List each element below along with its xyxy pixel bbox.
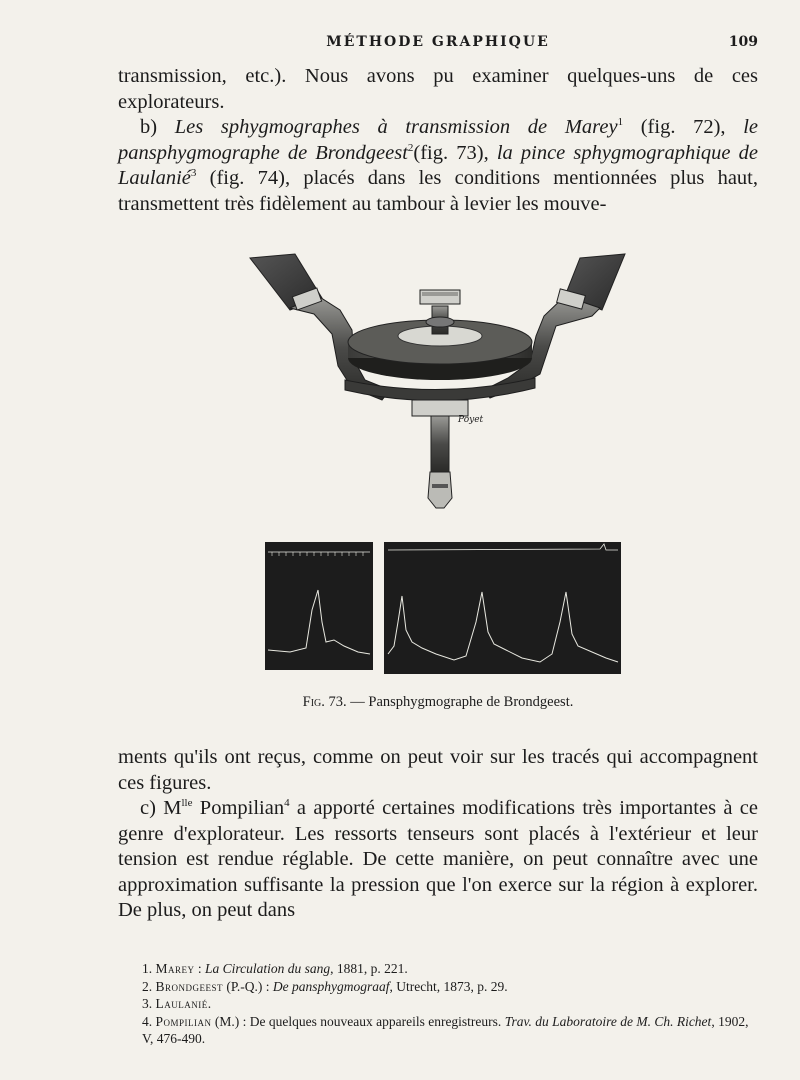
footnote-sep: (M.) : De quelques nouveaux appareils enregistreurs. (211, 1013, 505, 1029)
paragraph-continuation-2: ments qu'ils ont reçus, comme on peut voir sur les tracés qui accompagnent ces figures. (118, 746, 758, 794)
figure-caption (118, 694, 758, 711)
para-b-fig73: (fig. 73), (413, 141, 497, 164)
footnote-number: 3. (142, 996, 156, 1011)
stem-upper (412, 400, 468, 416)
paragraph-c (118, 796, 758, 924)
screw-collar (426, 317, 454, 327)
footnote-number: 2. (142, 978, 156, 994)
para-b-label: b) (140, 116, 175, 138)
para-b-rest: (fig. 74), placés dans les conditions mentionnées plus haut, transmettent très fidèlement au tambour à levier les mouve- (118, 167, 758, 215)
footnote-2 (142, 978, 762, 996)
para-c-name: Pompilian (192, 797, 285, 819)
pulse-tracing-left (265, 542, 373, 670)
para-b-italic-3: la pince sphygmographique de Laulanié (118, 141, 758, 189)
paragraph-b (118, 115, 758, 217)
footnote-sep: : (194, 961, 206, 976)
footnote-number: 1. (142, 961, 156, 976)
page-number: 109 (728, 34, 758, 50)
footnote-rest: , 1881, p. 221. (330, 961, 408, 976)
body-text-bottom (118, 745, 758, 924)
figure-label: Fig. 73. (302, 694, 347, 710)
footnote-rest: , Utrecht, 1873, p. 29. (389, 978, 508, 994)
paragraph-continuation: transmission, etc.). Nous avons pu examiner quelques-uns de ces explorateurs. (118, 65, 758, 113)
para-b-italic-1: Les sphygmographes à transmission de Marey (174, 116, 618, 138)
para-c-sup-lle: lle (181, 797, 193, 809)
figure-73-illustration (240, 250, 640, 690)
para-b-fig72: (fig. 72), (623, 116, 744, 138)
footnote-3 (142, 995, 762, 1013)
running-title: MÉTHODE GRAPHIQUE (326, 34, 550, 50)
para-b-italic-2: le pansphygmographe de Brondgeest (118, 116, 758, 164)
stem (431, 416, 449, 472)
footnote-title: La Circulation du sang (205, 961, 331, 976)
para-c-label: c) M (140, 797, 182, 819)
footnote-ref-4: 4 (284, 797, 290, 809)
footnote-ref-1: 1 (617, 116, 624, 128)
nozzle (428, 472, 452, 508)
running-header (118, 30, 758, 54)
footnote-ref-3: 3 (190, 167, 197, 179)
footnote-author: Laulanié (155, 996, 208, 1011)
footnote-4 (142, 1013, 762, 1048)
footnote-title: De pansphygmograaf (272, 978, 390, 994)
footnote-ref-2: 2 (407, 141, 414, 154)
para-c-rest: a apporté certaines modifications très importantes à ce genre d'explorateur. Les ressorts tenseurs sont placés à l'extérieur et leur tension est rendue réglable. De cette manière, on peut connaître avec une approximation suffisante la pression que l'on exerce sur la région à explorer. De plus, on peut dans (118, 797, 758, 921)
footnote-1 (142, 960, 762, 978)
footnote-number: 4. (142, 1013, 156, 1029)
footnote-rest: , 1902, V, 476-490. (142, 1013, 749, 1046)
body-text-top (118, 64, 758, 217)
engraver-mark: Poyet (458, 415, 484, 425)
footnote-title: Trav. du Laboratoire de M. Ch. Richet (504, 1013, 712, 1029)
footnotes (142, 960, 762, 1048)
figure-caption-text: — Pansphygmographe de Brondgeest. (346, 694, 574, 710)
pulse-tracing-right (384, 542, 621, 674)
footnote-author: Marey (155, 961, 195, 976)
footnote-author: Pompilian (155, 1013, 212, 1029)
footnote-sep: (P.-Q.) : (223, 978, 273, 994)
footnote-sep: . (207, 996, 212, 1011)
footnote-author: Brondgeest (155, 978, 224, 994)
